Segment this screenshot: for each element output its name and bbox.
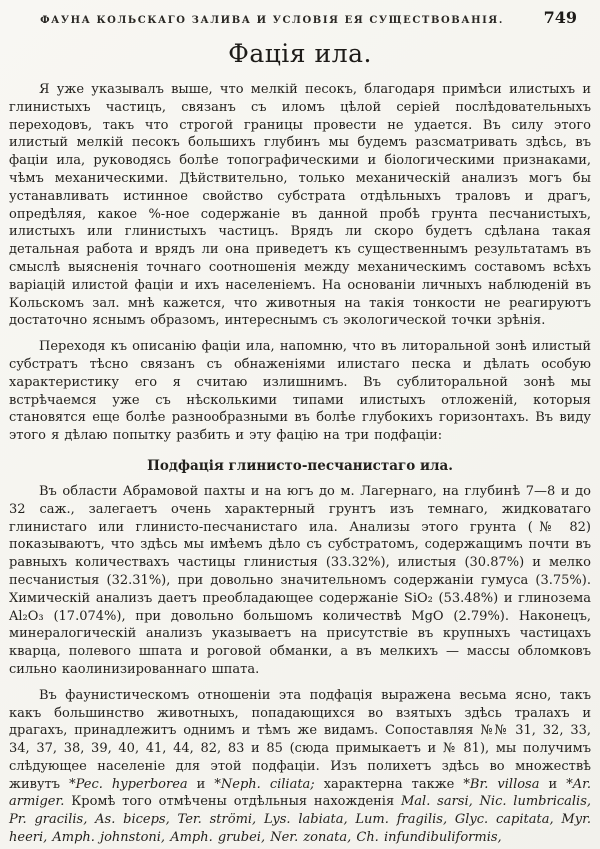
species-name-list: Mal. sarsi, Nic. lumbricalis, Pr. gracilis, As. biceps, Ter. strömi, Lys. labiata, Lum. fragilis, Glyc. capitata, Myr. heeri, Amph. johnstoni, Amph. grubei, Ner. zonata, Ch. infundibuliformis, <box>9 794 591 846</box>
species-name: Pec. hyperborea <box>75 776 188 792</box>
fauna-text-segment: и * <box>187 776 221 792</box>
paragraph-fauna <box>9 687 591 847</box>
fauna-text-segment: и * <box>539 776 573 792</box>
subsection-heading: Подфація глинисто-песчанистаго ила. <box>147 457 453 474</box>
chapter-title: Фація ила. <box>228 39 372 68</box>
paragraph-facies-zones: Переходя къ описанію фаціи ила, напомню, что въ литоральной зонѣ илистый субстратъ тѣсно связанъ съ обнаженіями илистаго песка и дѣлать особую характеристику его я считаю излишнимъ. Въ сублиторальной зонѣ мы встрѣчаемся уже съ нѣсколькими типами илистыхъ отложеній, которыя становятся еще болѣе разнообразными въ болѣе глубокихъ горизонтахъ. Въ виду этого я дѣлаю попытку разбить и эту фацію на три подфаціи: <box>9 339 591 444</box>
species-name: Neph. ciliata; <box>220 776 315 792</box>
species-name: Ar. armiger. <box>9 776 592 810</box>
page-number: 749 <box>543 8 577 27</box>
running-header <box>9 8 591 28</box>
species-name: Br. villosa <box>469 776 540 792</box>
running-header-text: ФАУНА КОЛЬСКАГО ЗАЛИВА И УСЛОВІЯ ЕЯ СУЩЕСТВОВАНІЯ. <box>40 15 504 26</box>
fauna-text-segment: Въ фаунистическомъ отношеніи эта подфація выражена весьма ясно, такъ какъ большинство животныхъ, попадающихся во взятыхъ здѣсь тралахъ и драгахъ, принадлежитъ однимъ и тѣмъ же видамъ. Сопоставляя №№ 31, 32, 33, 34, 37, 38, 39, 40, 41, 44, 82, 83 и 85 (сюда примыкаетъ и № 81), мы получимъ слѣдующее населеніе для этой подфаціи. Изъ полихетъ здѣсь во множествѣ живутъ * <box>9 687 591 792</box>
paragraph-soil-analysis: Въ области Абрамовой пахты и на югъ до м. Лагернаго, на глубинѣ 7—8 и до 32 саж., залегаетъ очень характерный грунтъ изъ темнаго, жидковатаго глинистаго или глинисто-песчанистаго ила. Анализы этого грунта (№ 82) показываютъ, что здѣсь мы имѣемъ дѣло съ субстратомъ, содержащимъ почти въ равныхъ количествахъ частицы глинистыя (33.32%), илистыя (30.87%) и мелко песчанистыя (32.31%), при довольно значительномъ содержаніи гумуса (3.75%). Химическій анализъ даетъ преобладающее содержаніе SiO₂ (53.48%) и глинозема Al₂O₃ (17.074%), при довольно большомъ количествѣ MgO (2.79%). Наконецъ, минералогическій анализъ указываетъ на присутствіе въ крупныхъ частицахъ кварца, полевого шпата и роговой обманки, а въ мелкихъ — массы обломковъ сильно каолинизированнаго шпата. <box>9 483 591 677</box>
fauna-text-segment: характерна также * <box>314 776 470 792</box>
paragraph-facies-intro: Я уже указывалъ выше, что мелкій песокъ, благодаря примѣси илистыхъ и глинистыхъ частицъ, связанъ съ иломъ цѣлой серіей послѣдовательныхъ переходовъ, такъ что строгой границы провести не удается. Въ силу этого илистый мелкій песокъ большихъ глубинъ мы будемъ разсматривать здѣсь, въ фаціи ила, руководясь болѣе топографическими и біологическими признаками, чѣмъ механическими. Дѣйствительно, только механическій анализъ могъ бы устанавливать истинное свойство субстрата отдѣльныхъ траловъ и драгъ, опредѣляя, какое %-ное содержаніе въ данной пробѣ грунта песчанистыхъ, илистыхъ или глинистыхъ частицъ. Врядъ ли скоро будетъ сдѣлана такая детальная работа и врядъ ли она приведетъ къ существеннымъ результатамъ въ смыслѣ выясненія точнаго соотношенія между механическимъ составомъ всѣхъ варіацій илистой фаціи и ихъ населеніемъ. На основаніи личныхъ наблюденій въ Кольскомъ зал. мнѣ кажется, что животныя на такія тонкости не реагируютъ достаточно яснымъ образомъ, интереснымъ съ экологической точки зрѣнія. <box>9 82 591 329</box>
fauna-text-segment: Кромѣ того отмѣчены отдѣльныя нахожденія <box>64 794 401 810</box>
